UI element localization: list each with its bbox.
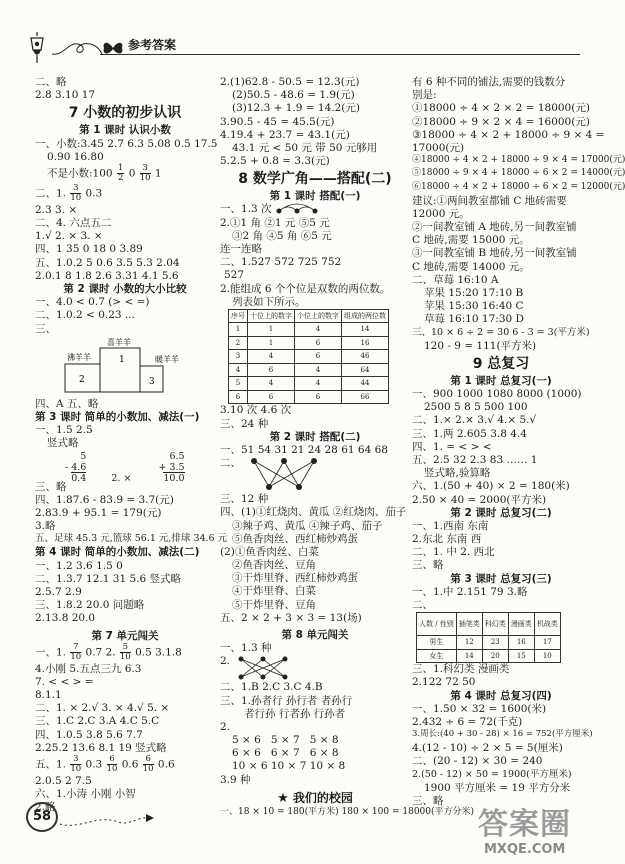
- star-icon: ★: [277, 790, 289, 806]
- table-header: 机战类: [534, 613, 560, 636]
- text-line: 一、1.50 × 32 = 1600(米): [412, 702, 547, 715]
- text-line: 一、小数:3.45 2.7 6.3 5.08 0.5 17.5: [35, 137, 218, 150]
- text-line: 2.83.9 + 95.1 = 179(元): [35, 506, 162, 519]
- podium-top-label: 喜羊羊: [107, 337, 131, 347]
- text-line: ④干炸里脊、白菜: [232, 585, 316, 598]
- text-line: 二、: [412, 598, 433, 611]
- text-line: 三、: [35, 322, 56, 335]
- lesson-heading: 第 2 课时 总复习(二): [450, 506, 552, 519]
- text-line: 1.√ 2. × 3. ×: [35, 230, 103, 243]
- podium-diagram: [45, 336, 195, 394]
- text-line: 一、1.3 次: [220, 203, 410, 216]
- text-line: 12000 元。: [412, 207, 470, 220]
- text-line: 五、1.0.2 5 0.6 3.5 5.3 2.04: [35, 256, 180, 269]
- text-line: 1900 平方厘米 = 19 平方分米: [424, 781, 571, 794]
- page-header: [20, 22, 580, 72]
- text-line: 4.(12 - 10) ÷ 2 × 5 = 5(厘米): [412, 742, 563, 755]
- text-line: 苹果 15:30 16:40 C: [424, 300, 524, 313]
- two-digit-table: [228, 309, 389, 405]
- text-line: 四、1.0.5 3.8 5.6 7.7: [35, 728, 143, 741]
- text-line: ③18000 ÷ 4 × 2 + 18000 ÷ 9 × 4 =: [412, 128, 605, 141]
- text-line: 3.周长:(40 + 30 - 28) × 16 = 752(平方厘米): [412, 729, 593, 739]
- text-line: 2.能组成 6 个个位是双数的两位数。: [220, 282, 391, 295]
- text-line: 二、1.3.7 12.1 31 5.6 竖式略: [35, 572, 182, 585]
- text-line: ⑤干炸里脊、豆角: [232, 598, 316, 611]
- text-line: 2.13.8 20.0: [35, 612, 96, 625]
- text-line: 2.3 3. ×: [35, 203, 78, 216]
- podium-number: 2: [79, 374, 85, 385]
- text-line: 二、: [220, 457, 410, 493]
- dotted-swirl-decoration-icon: [58, 808, 158, 832]
- lamp-icon: [28, 30, 46, 64]
- fraction: $\frac{1}{2}$: [117, 162, 124, 183]
- podium-number: 3: [149, 376, 155, 387]
- unit-9-heading: 9 总复习: [472, 355, 530, 372]
- fraction: $\frac{3}{10}$: [139, 162, 151, 183]
- header-title: 参考答案: [128, 38, 177, 52]
- podium-left-label: 沸羊羊: [67, 352, 91, 362]
- fraction: $\frac{6}{10}$: [106, 753, 118, 774]
- fraction: $\frac{3}{10}$: [70, 753, 82, 774]
- unit-8-heading: 8 数学广角——搭配(二): [238, 171, 392, 188]
- text-line: 2.50 × 40 = 2000(平方米): [412, 493, 547, 506]
- watermark: [478, 806, 588, 858]
- text-line: 3.90.5 - 45 = 45.5(元): [220, 115, 335, 128]
- text-line: 2.25.2 13.6 8.1 19 竖式略: [35, 741, 167, 754]
- page-number: 58: [26, 802, 58, 832]
- text-line: 4.小刚 5.五点三九 6.3: [35, 662, 142, 675]
- text-line: 苹果 15:20 17:10 B: [424, 287, 524, 299]
- text-line: 3.略: [35, 520, 56, 533]
- table-row: 4 6 4 64: [229, 363, 389, 377]
- text-line: ②18000 ÷ 9 × 2 × 4 = 16000(元): [412, 115, 590, 128]
- text-line: ⑤鱼香肉丝、西红柿炒鸡蛋: [232, 532, 358, 545]
- text-line: 527: [224, 269, 245, 282]
- podium-right-label: 暖羊羊: [155, 354, 179, 364]
- watermark-url: MXQE.COM: [484, 842, 566, 857]
- text-line: 二、1.B 2.C 3.C 4.B: [220, 681, 323, 694]
- text-line: 一、1. $\frac{7}{10}$ 0.7 2. $\frac{5}{10}$ 0.5 3.1.8: [35, 641, 182, 662]
- text-line: 二、1. 中 2. 西北: [412, 546, 495, 559]
- text-line: 2.: [220, 720, 231, 733]
- table-header: 十位上的数字: [248, 309, 295, 323]
- text-line: 二、(20 - 12) × 30 = 240: [412, 755, 543, 768]
- vertical-calc: 5 - 4.6 0.4 2. × 6.5 + 3.5 10.0: [65, 450, 185, 484]
- text-line: 2.0.5 2 7.5: [35, 774, 92, 787]
- text-line: 2.122 72 50: [412, 676, 476, 689]
- swirl-decoration-icon: [50, 36, 104, 58]
- text-line: 六、1.(50 + 40) × 2 = 180(米): [412, 480, 570, 493]
- text-line: 四、(1)①红烧肉、黄瓜 ②红烧肉、茄子: [220, 506, 407, 519]
- text-line: 二、1.0.2 < 0.23 ...: [35, 309, 135, 322]
- text-line: 草莓 16:10 17:30 D: [424, 313, 524, 326]
- text-line: 一、18 × 10 = 180(平方米) 180 × 100 = 18000(平方分米): [220, 807, 475, 818]
- fraction: $\frac{7}{10}$: [70, 641, 82, 662]
- unit-7-heading: 7 小数的初步认识: [68, 105, 182, 122]
- table-row: 男生 12 23 16 17: [417, 636, 561, 650]
- text-line: 5.2.5 + 0.8 = 3.3(元): [220, 155, 330, 168]
- text-line: 43.1 元 < 50 元 带 50 元够用: [232, 141, 378, 154]
- text-line: (3)12.3 + 1.9 = 14.2(元): [232, 102, 360, 115]
- lesson-heading: 第 2 课时 小数的大小比较: [63, 283, 187, 295]
- ab-connection-diagram: [233, 655, 293, 681]
- text-line: ⑤18000 ÷ 9 × 4 + 18000 ÷ 6 × 2 = 14000(元): [412, 168, 625, 179]
- text-line: 3.9 种: [220, 773, 251, 786]
- text-line: 二、略: [35, 76, 67, 88]
- arc-diagram: [275, 203, 319, 215]
- table-header: 个位上的数字: [295, 309, 342, 323]
- text-line: 一、1.3 种: [220, 642, 272, 655]
- text-line: 二、草莓 16:10 A: [412, 273, 499, 286]
- reading-table: [416, 612, 561, 663]
- text-line: 五、足球 45.3 元,篮球 56.1 元,排球 34.6 元: [35, 533, 228, 545]
- lesson-heading: 第 4 课时 简单的小数加、减法(二): [35, 546, 200, 559]
- text-line: 0.90 16.80: [47, 150, 104, 163]
- text-line: 2.5.7 2.9: [35, 585, 82, 598]
- text-line: 二、1. × 2.√ 3. × 4.√ 5. ×: [35, 702, 170, 715]
- table-row: 2 1 6 16: [229, 336, 389, 350]
- text-line: 一、900 1000 1080 8000 (1000): [412, 388, 582, 401]
- table-header: 漫画类: [508, 613, 534, 636]
- text-line: 三、24 种: [220, 417, 269, 430]
- text-line: ④18000 ÷ 4 × 2 + 18000 ÷ 9 × 4 = 17000(元): [412, 155, 625, 166]
- text-line: 一、4.0 < 0.7 (> < =): [35, 296, 150, 309]
- text-line: 连一连略: [220, 243, 262, 255]
- lesson-heading: 第 1 课时 搭配(一): [269, 190, 361, 203]
- text-line: 四、1. = < > <: [412, 440, 492, 453]
- table-row: 6 6 6 66: [229, 390, 389, 404]
- text-line: 4.19.4 + 23.7 = 43.1(元): [220, 128, 350, 141]
- text-line: 二、1.× 2.× 3.√ 4.× 5.√: [412, 414, 537, 427]
- text-line: ③干炸里脊、西红柿炒鸡蛋: [232, 572, 358, 585]
- table-header-row: [229, 309, 389, 323]
- text-line: 二、4. 六点五二: [35, 217, 112, 230]
- fraction: $\frac{5}{10}$: [119, 641, 131, 662]
- text-line: 120 - 9 = 111(平方米): [424, 339, 537, 352]
- text-line: ①18000 ÷ 4 × 2 × 2 = 18000(元): [412, 102, 590, 115]
- text-line: ③2 角 ④5 角 ⑥5 元: [232, 229, 332, 242]
- lesson-heading: 第 4 课时 总复习(四): [450, 689, 552, 702]
- text-line: 三、略: [35, 480, 67, 493]
- text-line: 2.略: [35, 801, 56, 814]
- text-line: (2)①鱼香肉丝、白菜: [220, 545, 319, 558]
- text-line: 五、2.5 32 2.3 83 …… 1: [412, 454, 538, 466]
- text-line: ②一间教室铺 A 地砖,另一间教室铺: [412, 221, 577, 234]
- text-line: 有 6 种不同的铺法,需要的钱数分: [412, 76, 566, 88]
- text-line: 不是小数:100 $\frac{1}{2}$ 0 $\frac{3}{10}$ 1: [47, 162, 162, 183]
- text-line: ②鱼香肉丝、豆角: [232, 559, 316, 572]
- column-1: [35, 76, 228, 815]
- text-line: 三、略: [412, 794, 444, 807]
- table-header-row: [417, 613, 561, 636]
- text-line: 8.1.1: [35, 689, 62, 701]
- table-header: 组成的两位数: [342, 309, 389, 323]
- text-line: C 地砖,需要 14000 元。: [412, 260, 530, 273]
- text-line: 17000(元): [412, 141, 465, 154]
- grid-row: 10 × 6 10 × 7 10 × 8: [232, 760, 346, 773]
- text-line: 2.432 ÷ 6 = 72(千克): [412, 715, 523, 728]
- table-header: 科幻类: [482, 613, 508, 636]
- text-line: 四、A 五、略: [35, 397, 99, 410]
- text-line: 六、1.小涛 小刚 小智: [35, 788, 136, 801]
- text-line: 者行孙 行者孙 行孙者: [244, 707, 346, 720]
- text-line: 一、1.西南 东南: [412, 519, 489, 532]
- lesson-heading: 第 3 课时 总复习(三): [450, 572, 552, 585]
- text-line: 建议:①两间教室都铺 C 地砖需要: [412, 194, 567, 207]
- text-line: 一、1.5 2.5: [35, 424, 93, 437]
- watermark-text: 答案圈: [478, 807, 571, 842]
- connection-diagram: [244, 457, 324, 491]
- grid-row: 6 × 6 6 × 7 6 × 8: [232, 747, 339, 760]
- text-line: 3.10 次 4.6 次: [220, 404, 292, 417]
- table-row: 5 4 4 44: [229, 377, 389, 391]
- text-line: 三、略: [412, 559, 444, 572]
- unit-review-heading: 第 7 单元闯关: [91, 629, 159, 642]
- text-line: 三、1.C 2.C 3.A 4.C 5.C: [35, 715, 160, 728]
- text-line: 四、1 35 0 18 0 3.89: [35, 243, 143, 256]
- lesson-heading: 第 1 课时 认识小数: [79, 124, 171, 137]
- lesson-heading: 第 1 课时 总复习(一): [450, 374, 552, 387]
- text-line: 2.(50 - 12) × 50 = 1900(平方厘米): [412, 768, 572, 780]
- text-line: 三、1.8.2 20.0 问题略: [35, 599, 145, 612]
- text-line: 2.①1 角 ②1 元 ⑤5 元: [220, 216, 330, 229]
- table-row: 3 4 6 46: [229, 350, 389, 364]
- school-heading: ★ 我们的校园: [277, 790, 353, 806]
- podium-number: 1: [119, 354, 125, 365]
- table-row: 1 1 4 14: [229, 323, 389, 337]
- header-rule: [100, 54, 580, 55]
- text-line: 2.东北 东南 西: [412, 533, 482, 546]
- text-line: 2.(1)62.8 - 50.5 = 12.3(元): [220, 76, 360, 88]
- table-corner: 人数 / 性别: [417, 613, 457, 636]
- text-line: 三、10 × 6 ÷ 2 = 30 6 - 3 = 3(平方米): [412, 326, 590, 338]
- text-line: 二、1.527 572 725 752: [220, 256, 342, 269]
- text-line: 2500 5 8 5 500 100: [424, 401, 528, 414]
- text-line: 2.: [220, 655, 410, 681]
- text-line: 一、51 54 31 21 24 28 61 64 68: [220, 443, 388, 456]
- text-line: C 地砖,需要 15000 元。: [412, 234, 530, 247]
- column-3: [412, 76, 625, 808]
- text-line: ⑥18000 ÷ 4 × 2 + 18000 ÷ 6 × 2 = 12000(元): [412, 181, 625, 192]
- text-line: ③辣子鸡、黄瓜 ④辣子鸡、茄子: [232, 519, 383, 532]
- text-line: 2.8 3.10 17: [35, 89, 96, 102]
- unit-review-heading: 第 8 单元闯关: [281, 629, 349, 641]
- text-line: 竖式略: [47, 437, 79, 450]
- text-line: 列表如下所示。: [232, 295, 306, 308]
- lesson-heading: 第 2 课时 搭配(二): [269, 430, 361, 443]
- text-line: 一、1.2 3.6 1.5 0: [35, 559, 123, 572]
- text-line: 五、1. $\frac{3}{10}$ 0.3 $\frac{6}{10}$ 0.6 $\frac{6}{10}$ 0.6: [35, 753, 175, 774]
- text-line: 三、1.科幻类 漫画类: [412, 663, 510, 676]
- fraction: $\frac{6}{10}$: [142, 753, 154, 774]
- text-line: 三、1.孙者行 孙行者 者孙行: [220, 694, 353, 707]
- text-line: 竖式略,验算略: [424, 467, 491, 480]
- text-line: (2)50.5 - 48.6 = 1.9(元): [232, 89, 355, 102]
- text-line: 三、12 种: [220, 493, 269, 506]
- text-line: 7. < < > =: [35, 675, 94, 688]
- table-header: 序号: [229, 309, 248, 323]
- table-row: 女生 14 20 15 10: [417, 649, 561, 663]
- table-header: 插笔类: [456, 613, 482, 636]
- text-line: ③一间教室铺 B 地砖,另一间教室铺: [412, 247, 577, 260]
- text-line: 五、2 × 2 + 3 × 3 = 13(场): [220, 611, 362, 624]
- text-line: 二、1. $\frac{3}{10}$ 0.3: [35, 182, 103, 203]
- text-line: 一、1.中 2.151 79 3.略: [412, 585, 528, 598]
- text-line: 四、1.87.6 - 83.9 = 3.7(元): [35, 493, 174, 506]
- text-line: 别是:: [412, 89, 437, 102]
- grid-row: 5 × 6 5 × 7 5 × 8: [232, 734, 339, 747]
- text-line: 2.0.1 8 1.8 2.6 3.31 4.1 5.6: [35, 269, 179, 282]
- lesson-heading: 第 3 课时 简单的小数加、减法(一): [35, 411, 200, 423]
- text-line: 三、1.两 2.605 3.8 4.4: [412, 427, 527, 440]
- fraction: $\frac{3}{10}$: [70, 182, 82, 203]
